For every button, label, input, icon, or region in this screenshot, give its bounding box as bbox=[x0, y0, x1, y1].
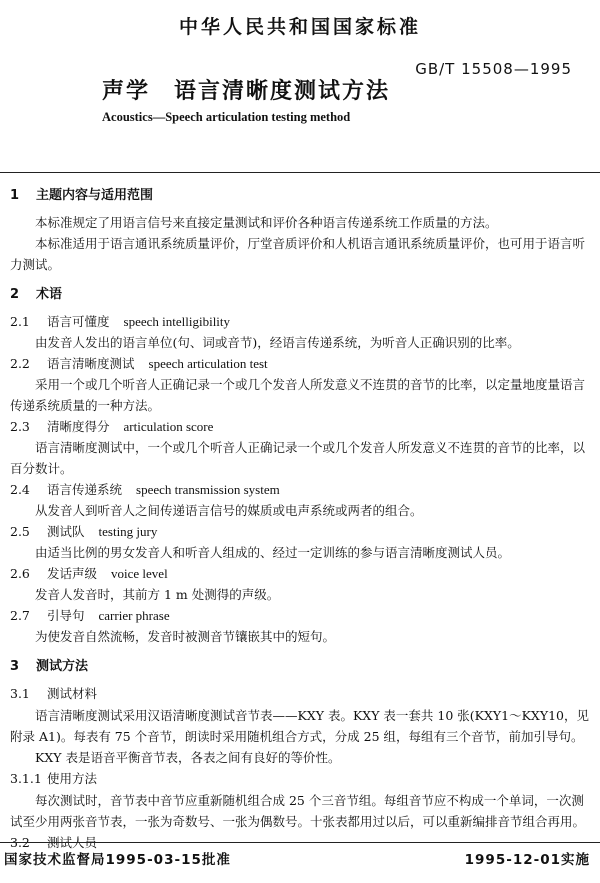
subsection-heading bbox=[10, 768, 590, 790]
document-body bbox=[10, 186, 590, 854]
paragraph: 每次测试时，音节表中音节应重新随机组合成 25 个三音节组。每组音节应不构成一个单词，一次测试至少用两张音节表，一张为奇数号、一张为偶数号。十张表都用过以后，可以重新编排音节组合再用。 bbox=[10, 793, 586, 829]
subsection-number: 3.1.1 bbox=[10, 771, 42, 786]
subsection-number: 3.1 bbox=[10, 686, 30, 701]
header-divider bbox=[0, 172, 600, 173]
paragraph: 语言清晰度测试采用汉语清晰度测试音节表——KXY 表。KXY 表一套共 10 张(KXY1～KXY10，见附录 A1)。每表有 75 个音节，朗读时采用随机组合方式，分成 25 组，每组有三个音节，前加引导句。 bbox=[10, 708, 589, 744]
national-standard-header: 中华人民共和国国家标准 bbox=[178, 16, 421, 38]
term-chinese: 语言可懂度 bbox=[47, 314, 110, 329]
term-heading bbox=[10, 353, 590, 374]
term-heading bbox=[10, 479, 590, 500]
term-english: testing jury bbox=[98, 524, 158, 539]
section-title: 主题内容与适用范围 bbox=[36, 188, 154, 203]
section-heading bbox=[10, 657, 590, 677]
term-chinese: 测试队 bbox=[47, 524, 85, 539]
document-title-english: Acoustics—Speech articulation testing method bbox=[102, 110, 351, 124]
subsection-title: 测试人员 bbox=[47, 835, 98, 850]
document-title: 声学 语言清晰度测试方法 bbox=[102, 79, 391, 104]
term-chinese: 语言传递系统 bbox=[47, 482, 123, 497]
term-number: 2.7 bbox=[10, 608, 30, 623]
term-number: 2.4 bbox=[10, 482, 30, 497]
term-number: 2.1 bbox=[10, 314, 30, 329]
term-heading bbox=[10, 416, 590, 437]
section-number: 3 bbox=[10, 659, 20, 674]
standard-number: GB/T 15508—1995 bbox=[415, 60, 572, 78]
term-number: 2.2 bbox=[10, 356, 30, 371]
term-english: articulation score bbox=[123, 419, 214, 434]
section-title: 测试方法 bbox=[36, 659, 89, 674]
term-definition: 发音人发音时，其前方 1 m 处测得的声级。 bbox=[35, 587, 280, 602]
term-chinese: 引导句 bbox=[47, 608, 85, 623]
term-english: voice level bbox=[111, 566, 168, 581]
term-number: 2.3 bbox=[10, 419, 30, 434]
section-heading bbox=[10, 186, 590, 206]
term-english: speech intelligibility bbox=[123, 314, 231, 329]
term-definition: 语言清晰度测试中，一个或几个听音人正确记录一个或几个发音人所发意义不连贯的音节的比率，以百分数计。 bbox=[10, 440, 586, 476]
footer-divider bbox=[0, 842, 600, 843]
term-heading bbox=[10, 563, 590, 584]
term-heading bbox=[10, 521, 590, 542]
term-definition: 从发音人到听音人之间传递语言信号的媒质或电声系统或两者的组合。 bbox=[35, 503, 423, 518]
term-number: 2.5 bbox=[10, 524, 30, 539]
term-english: speech articulation test bbox=[148, 356, 268, 371]
term-english: carrier phrase bbox=[98, 608, 170, 623]
paragraph: 本标准规定了用语言信号来直接定量测试和评价各种语言传递系统工作质量的方法。 bbox=[35, 215, 498, 230]
paragraph: 本标准适用于语言通讯系统质量评价，厅堂音质评价和人机语言通讯系统质量评价，也可用于语言听力测试。 bbox=[10, 236, 586, 272]
term-definition: 由发音人发出的语言单位(句、词或音节)，经语言传递系统，为听音人正确识别的比率。 bbox=[35, 335, 520, 350]
term-chinese: 语言清晰度测试 bbox=[47, 356, 135, 371]
section-number: 1 bbox=[10, 188, 20, 203]
section-heading bbox=[10, 285, 590, 305]
subsection-title: 使用方法 bbox=[47, 771, 98, 786]
implementation-date: 1995-12-01实施 bbox=[464, 852, 590, 868]
term-chinese: 清晰度得分 bbox=[47, 419, 110, 434]
term-number: 2.6 bbox=[10, 566, 30, 581]
term-heading bbox=[10, 311, 590, 332]
subsection-heading bbox=[10, 683, 590, 705]
approval-date: 国家技术监督局1995-03-15批准 bbox=[4, 852, 231, 868]
subsection-title: 测试材料 bbox=[47, 686, 98, 701]
term-definition: 采用一个或几个听音人正确记录一个或几个发音人所发意义不连贯的音节的比率，以定量地度量语言传递系统质量的一种方法。 bbox=[10, 377, 586, 413]
section-number: 2 bbox=[10, 287, 20, 302]
subsection-number: 3.2 bbox=[10, 835, 30, 850]
term-chinese: 发话声级 bbox=[47, 566, 98, 581]
term-definition: 为使发音自然流畅，发音时被测音节镶嵌其中的短句。 bbox=[35, 629, 336, 644]
term-heading bbox=[10, 605, 590, 626]
term-definition: 由适当比例的男女发音人和听音人组成的、经过一定训练的参与语言清晰度测试人员。 bbox=[35, 545, 511, 560]
paragraph: KXY 表是语音平衡音节表，各表之间有良好的等价性。 bbox=[35, 750, 341, 765]
term-english: speech transmission system bbox=[136, 482, 280, 497]
section-title: 术语 bbox=[36, 287, 63, 302]
